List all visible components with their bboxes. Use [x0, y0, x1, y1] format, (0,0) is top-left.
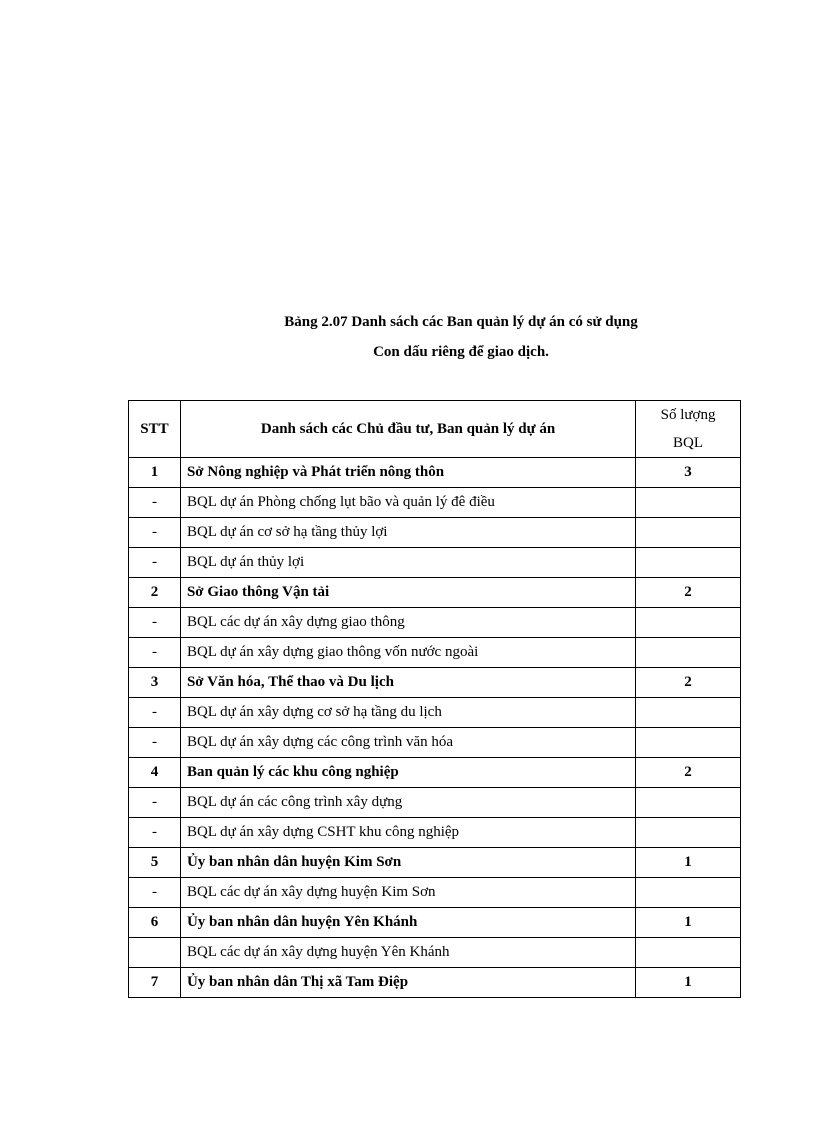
table-row-group: [129, 848, 741, 878]
table-header-row: [129, 401, 741, 458]
cell-count: [636, 878, 741, 908]
table-caption-line-2: Con dấu riêng để giao dịch.: [373, 344, 549, 360]
table-row: [129, 938, 741, 968]
cell-count: 1: [636, 908, 741, 938]
cell-count: [636, 818, 741, 848]
cell-stt: -: [129, 788, 181, 818]
cell-count: 2: [636, 578, 741, 608]
cell-stt: -: [129, 698, 181, 728]
cell-stt: -: [129, 488, 181, 518]
cell-count: [636, 728, 741, 758]
table-row-group: [129, 758, 741, 788]
header-count: [636, 401, 741, 458]
cell-stt: -: [129, 638, 181, 668]
header-count-line-1: Số lượng: [660, 407, 716, 423]
cell-stt: 5: [129, 848, 181, 878]
cell-name: Ủy ban nhân dân huyện Yên Khánh: [180, 908, 635, 938]
cell-name: Sở Văn hóa, Thể thao và Du lịch: [180, 668, 635, 698]
cell-name: BQL dự án Phòng chống lụt bão và quản lý đê điều: [180, 488, 635, 518]
header-name: Danh sách các Chủ đầu tư, Ban quản lý dự án: [180, 401, 635, 458]
table-row: [129, 818, 741, 848]
cell-stt: -: [129, 818, 181, 848]
cell-count: 2: [636, 668, 741, 698]
cell-name: BQL dự án cơ sở hạ tầng thủy lợi: [180, 518, 635, 548]
cell-count: 1: [636, 968, 741, 998]
table-row-group: [129, 668, 741, 698]
cell-stt: [129, 938, 181, 968]
table-row: [129, 728, 741, 758]
cell-count: [636, 488, 741, 518]
table-row: [129, 608, 741, 638]
table-row: [129, 878, 741, 908]
cell-stt: -: [129, 608, 181, 638]
cell-name: BQL dự án thủy lợi: [180, 548, 635, 578]
cell-stt: -: [129, 548, 181, 578]
bql-list-table: [128, 400, 741, 998]
table-row: [129, 548, 741, 578]
cell-stt: 7: [129, 968, 181, 998]
table-row: [129, 638, 741, 668]
cell-name: BQL dự án các công trình xây dựng: [180, 788, 635, 818]
cell-stt: 4: [129, 758, 181, 788]
cell-stt: 3: [129, 668, 181, 698]
header-count-line-2: BQL: [673, 435, 704, 451]
table-row-group: [129, 458, 741, 488]
cell-name: BQL các dự án xây dựng giao thông: [180, 608, 635, 638]
cell-count: [636, 698, 741, 728]
table-row: [129, 518, 741, 548]
cell-stt: 2: [129, 578, 181, 608]
cell-name: BQL các dự án xây dựng huyện Kim Sơn: [180, 878, 635, 908]
cell-count: [636, 788, 741, 818]
table-caption-line-1: Bảng 2.07 Danh sách các Ban quản lý dự án có sử dụng: [284, 314, 638, 330]
cell-stt: 1: [129, 458, 181, 488]
cell-name: Ủy ban nhân dân huyện Kim Sơn: [180, 848, 635, 878]
table-row-group: [129, 968, 741, 998]
cell-name: BQL dự án xây dựng các công trình văn hóa: [180, 728, 635, 758]
cell-stt: -: [129, 728, 181, 758]
cell-name: BQL các dự án xây dựng huyện Yên Khánh: [180, 938, 635, 968]
table-body: [129, 458, 741, 998]
cell-name: Sở Giao thông Vận tải: [180, 578, 635, 608]
cell-count: 3: [636, 458, 741, 488]
table-row-group: [129, 908, 741, 938]
cell-count: [636, 608, 741, 638]
cell-name: Ủy ban nhân dân Thị xã Tam Điệp: [180, 968, 635, 998]
cell-name: BQL dự án xây dựng CSHT khu công nghiệp: [180, 818, 635, 848]
table-row: [129, 488, 741, 518]
table-row: [129, 698, 741, 728]
cell-stt: -: [129, 878, 181, 908]
cell-count: [636, 938, 741, 968]
header-stt: STT: [129, 401, 181, 458]
cell-name: Sở Nông nghiệp và Phát triển nông thôn: [180, 458, 635, 488]
cell-name: Ban quản lý các khu công nghiệp: [180, 758, 635, 788]
cell-count: [636, 638, 741, 668]
cell-stt: 6: [129, 908, 181, 938]
cell-count: [636, 548, 741, 578]
cell-stt: -: [129, 518, 181, 548]
cell-name: BQL dự án xây dựng giao thông vốn nước ngoài: [180, 638, 635, 668]
table-row-group: [129, 578, 741, 608]
table-row: [129, 788, 741, 818]
cell-name: BQL dự án xây dựng cơ sở hạ tầng du lịch: [180, 698, 635, 728]
cell-count: [636, 518, 741, 548]
cell-count: 1: [636, 848, 741, 878]
cell-count: 2: [636, 758, 741, 788]
